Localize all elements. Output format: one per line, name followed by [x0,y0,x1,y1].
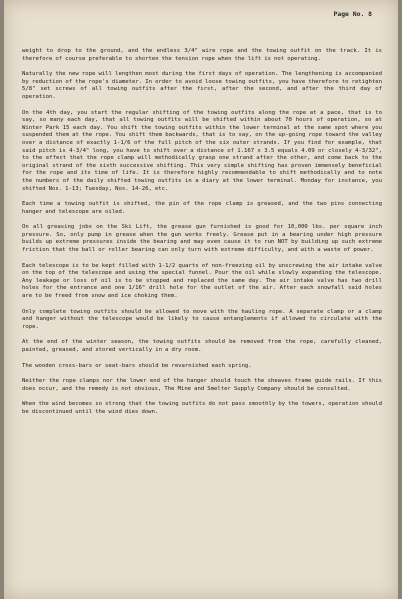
document-body [22,48,382,417]
paragraph-wind: When the wind becomes so strong that the towing outfits do not pass smoothly by the towers, operation should be discontinued until the wind dies down. [22,401,382,415]
paragraph-complete-outfits: Only complete towing outfits should be allowed to move with the hauling rope. A separate clamp or a clamp and hanger without the telescope would be likely to cause entanglements if allowed to circulate with the rope. [22,308,382,330]
paragraph-shifting-outfits: On the 4th day, you start the regular shifting of the towing outfits along the rope at a pace, that is to say, so many each day, that all towing outfits will be shifted within about 70 hours of operation, so at Winter Park 15 each day. You shift the towing outfits within the lower terminal at the same spot where you suspended them at the rope. You shift them backwards, that is to say, on the up-going rope toward the valley over a distance of exactly 1-1/6 of the full pitch of the six outer strands. If you find for example, that said pitch is 4-3/4" long, you have to shift over a distance of 1.167 x 3.5 equals 4.09 or closely 4-3/32", to the effect that the rope clamp will methodically grasp one strand after the other, and come back to the original strand of the sixth successive shifting. This very simple shifting has proven immensely beneficial for the rope and its time of life. It is therefore highly recommendable to shift methodically and to note the numbers of the daily shifted towing outfits in a diary at the lower terminal. Monday for instance, you shifted Nos. 1-13; Tuesday, Nos. 14-26, etc. [22,109,382,192]
paragraph-season-end: At the end of the winter season, the towing outfits should be removed from the rope, carefully cleaned, painted, greased, and stored vertically in a dry room. [22,339,382,353]
page-number: Page No. 8 [333,10,372,18]
paragraph-rope-lengthening: Naturally the new rope will lengthen most during the first days of operation. The lengthening is accompanied by reduction of the rope's diameter. In order to avoid loose towing outfits, you have therefore to retighten 5/8" set screws of all towing outfits after the first, after the second, and after the third day of operation. [22,71,382,100]
paragraph-grease-pressure: On all greasing jobs on the Ski Lift, the grease gun furnished is good for 10,000 lbs. per square inch pressure. So, only pump in grease when the gun works freely. Grease put in a bearing under high pressure builds up extreme pressures inside the bearing and may even cause it to run NOT by building up such extreme friction that the ball or roller bearing can only turn with extreme difficulty, and with a waste of power. [22,224,382,254]
paragraph-telescope-oil: Each telescope is to be kept filled with 1-1/2 quarts of non-freezing oil by unscrewing the air intake valve on the top of the telescope and using the special funnel. Pour the oil while slowly expanding the telescope. Any leakage or loss of oil is to be stopped and replaced the same day. The air intake valve has two drill holes for the entrance and one 1/16" drill hole for the outlet of the air. After each snowfall said holes are to be freed from snow and ice choking them. [22,262,382,300]
paragraph-guide-rails: Neither the rope clamps nor the lower end of the hanger should touch the sheaves frame guide rails. If this does occur, and the remedy is not obvious, The Mine and Smelter Supply Company should be consulted. [22,378,382,392]
document-page [4,0,398,599]
paragraph-pin-greasing: Each time a towing outfit is shifted, the pin of the rope clamp is greased, and the two pins connecting hanger and telescope are oiled. [22,201,382,215]
paragraph-rope-tension: weight to drop to the ground, and the endless 3/4" wire rope and the towing outfit on the track. It is therefore of course preferable to shorten the tension rope when the lift is not operating. [22,48,382,62]
paragraph-seat-bars: The wooden cross-bars or seat-bars should be revarnished each spring. [22,362,252,369]
